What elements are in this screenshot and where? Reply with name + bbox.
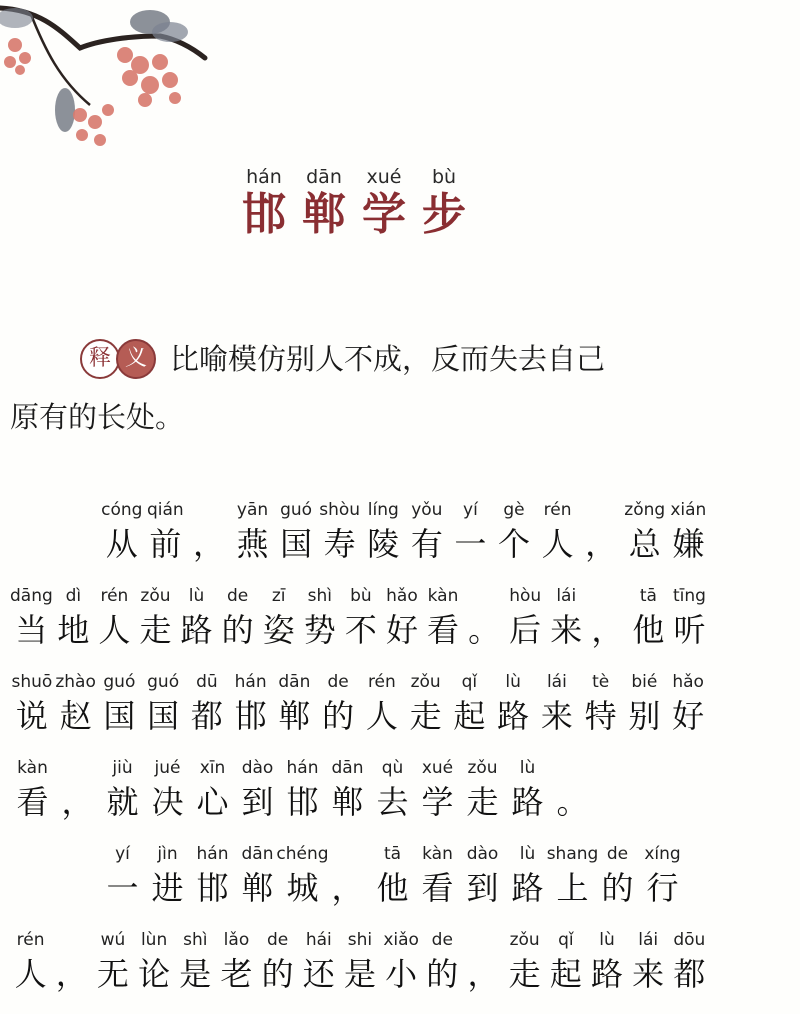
char-cell bbox=[276, 842, 329, 928]
hanzi: 的 bbox=[322, 697, 355, 735]
pinyin: lù bbox=[188, 586, 205, 606]
hanzi: 来 bbox=[632, 955, 665, 993]
char-cell bbox=[145, 842, 190, 928]
pinyin: de bbox=[266, 930, 289, 950]
pinyin: bié bbox=[631, 672, 658, 692]
hanzi: 走 bbox=[139, 611, 172, 649]
title-pinyin: xué bbox=[366, 166, 402, 188]
char-cell bbox=[422, 584, 463, 670]
char-cell bbox=[273, 670, 317, 756]
hanzi: 他 bbox=[376, 869, 409, 907]
pinyin: shang bbox=[546, 844, 599, 864]
char-cell bbox=[370, 842, 415, 928]
hanzi: 特 bbox=[584, 697, 617, 735]
hanzi: 他 bbox=[632, 611, 665, 649]
pinyin: yí bbox=[115, 844, 130, 864]
pinyin: lǎo bbox=[223, 930, 250, 950]
hanzi: 邯 bbox=[196, 869, 229, 907]
char-cell bbox=[546, 584, 587, 670]
pinyin: tīng bbox=[673, 586, 706, 606]
pinyin: cóng bbox=[101, 500, 143, 520]
title-pinyin: dān bbox=[306, 166, 342, 188]
hanzi: 势 bbox=[303, 611, 336, 649]
hanzi: 路 bbox=[511, 869, 544, 907]
char-cell bbox=[340, 584, 381, 670]
pinyin: yǒu bbox=[411, 500, 443, 520]
hanzi: 路 bbox=[180, 611, 213, 649]
hanzi: ， bbox=[591, 611, 624, 649]
char-cell bbox=[415, 756, 460, 842]
hanzi: 就 bbox=[106, 783, 139, 821]
hanzi: 都 bbox=[673, 955, 706, 993]
hanzi: 听 bbox=[673, 611, 706, 649]
pinyin: rén bbox=[367, 672, 396, 692]
hanzi: 有 bbox=[410, 525, 443, 563]
char-cell bbox=[141, 670, 185, 756]
char-cell bbox=[422, 928, 463, 1014]
flowering-branch-illustration bbox=[0, 0, 230, 165]
badge-char-2: 义 bbox=[116, 339, 156, 379]
meaning-line-2: 原有的长处。 bbox=[10, 400, 185, 434]
pinyin: yí bbox=[463, 500, 478, 520]
hanzi: 走 bbox=[409, 697, 442, 735]
pinyin: shòu bbox=[319, 500, 361, 520]
pinyin: guó bbox=[147, 672, 180, 692]
pinyin: guó bbox=[280, 500, 313, 520]
char-cell bbox=[187, 498, 231, 584]
char-cell bbox=[492, 498, 536, 584]
pinyin: dāng bbox=[10, 586, 53, 606]
pinyin: dū bbox=[196, 672, 218, 692]
passage-line bbox=[10, 498, 710, 584]
char-cell bbox=[176, 584, 217, 670]
hanzi: 小 bbox=[385, 955, 418, 993]
char-cell bbox=[53, 584, 94, 670]
title-hanzi: 步 bbox=[422, 189, 466, 240]
pinyin: tè bbox=[592, 672, 610, 692]
char-cell bbox=[55, 756, 100, 842]
hanzi: 还 bbox=[302, 955, 335, 993]
title-pinyin: hán bbox=[246, 166, 282, 188]
hanzi: 。 bbox=[556, 783, 589, 821]
pinyin: kàn bbox=[427, 586, 459, 606]
pinyin: lù bbox=[519, 844, 536, 864]
hanzi: 郸 bbox=[241, 869, 274, 907]
char-cell bbox=[100, 498, 144, 584]
hanzi: 别 bbox=[628, 697, 661, 735]
hanzi: 后 bbox=[509, 611, 542, 649]
char-cell bbox=[339, 928, 380, 1014]
badge-char-1: 释 bbox=[80, 339, 120, 379]
hanzi: 起 bbox=[549, 955, 582, 993]
char-cell bbox=[144, 498, 188, 584]
char-cell bbox=[175, 928, 216, 1014]
char-cell bbox=[92, 928, 133, 1014]
pinyin: xián bbox=[670, 500, 707, 520]
char-cell bbox=[586, 928, 627, 1014]
hanzi: 人 bbox=[14, 955, 47, 993]
pinyin: kàn bbox=[422, 844, 453, 864]
hanzi: 老 bbox=[220, 955, 253, 993]
pinyin: de bbox=[227, 586, 249, 606]
pinyin: zǒu bbox=[509, 930, 540, 950]
hanzi: 不 bbox=[344, 611, 377, 649]
passage-line bbox=[10, 756, 710, 842]
hanzi: 看 bbox=[421, 869, 454, 907]
pinyin: zī bbox=[271, 586, 286, 606]
pinyin: xīn bbox=[199, 758, 226, 778]
char-cell bbox=[640, 842, 685, 928]
pinyin: qù bbox=[381, 758, 404, 778]
char-cell bbox=[54, 670, 98, 756]
pinyin: lù bbox=[505, 672, 521, 692]
hanzi: 一 bbox=[106, 869, 139, 907]
pinyin: de bbox=[431, 930, 453, 950]
char-cell bbox=[325, 756, 370, 842]
char-cell bbox=[94, 584, 135, 670]
hanzi: 个 bbox=[497, 525, 530, 563]
pinyin: hǎo bbox=[672, 672, 704, 692]
hanzi: 的 bbox=[601, 869, 634, 907]
hanzi: 人 bbox=[365, 697, 398, 735]
char-cell bbox=[135, 584, 176, 670]
char-cell bbox=[10, 756, 55, 842]
pinyin: xiǎo bbox=[383, 930, 419, 950]
pinyin: chéng bbox=[276, 844, 329, 864]
pinyin: bù bbox=[350, 586, 372, 606]
char-cell bbox=[257, 928, 298, 1014]
hanzi: 都 bbox=[190, 697, 223, 735]
pinyin: dì bbox=[65, 586, 82, 606]
title-char bbox=[358, 165, 410, 241]
char-cell bbox=[381, 928, 422, 1014]
pinyin: shuō bbox=[11, 672, 53, 692]
char-cell bbox=[10, 928, 51, 1014]
pinyin: zǒu bbox=[140, 586, 171, 606]
hanzi: 看 bbox=[16, 783, 49, 821]
pinyin: rén bbox=[543, 500, 572, 520]
char-cell bbox=[546, 842, 599, 928]
char-cell bbox=[381, 584, 422, 670]
pinyin: lái bbox=[556, 586, 577, 606]
char-cell bbox=[404, 670, 448, 756]
hanzi: 到 bbox=[466, 869, 499, 907]
char-cell bbox=[274, 498, 318, 584]
hanzi: 邯 bbox=[234, 697, 267, 735]
hanzi: 学 bbox=[421, 783, 454, 821]
char-cell bbox=[299, 584, 340, 670]
char-cell bbox=[669, 928, 710, 1014]
char-cell bbox=[623, 670, 667, 756]
char-cell bbox=[316, 670, 360, 756]
char-cell bbox=[550, 756, 595, 842]
hanzi: 寿 bbox=[323, 525, 356, 563]
char-cell bbox=[217, 584, 258, 670]
char-cell bbox=[10, 670, 54, 756]
char-cell bbox=[216, 928, 257, 1014]
char-cell bbox=[535, 670, 579, 756]
title-hanzi: 郸 bbox=[302, 189, 346, 240]
pinyin: lái bbox=[638, 930, 659, 950]
char-cell bbox=[505, 756, 550, 842]
hanzi: 走 bbox=[508, 955, 541, 993]
title-char bbox=[418, 165, 470, 241]
hanzi: 嫌 bbox=[672, 525, 705, 563]
pinyin: rén bbox=[16, 930, 45, 950]
hanzi: 赵 bbox=[59, 697, 92, 735]
pinyin: kàn bbox=[17, 758, 48, 778]
passage-line bbox=[10, 584, 710, 670]
pinyin: rén bbox=[100, 586, 129, 606]
pinyin: hái bbox=[305, 930, 332, 950]
hanzi: 是 bbox=[343, 955, 376, 993]
hanzi: 地 bbox=[57, 611, 90, 649]
hanzi: 郸 bbox=[278, 697, 311, 735]
char-cell bbox=[370, 756, 415, 842]
pinyin: hán bbox=[196, 844, 229, 864]
pinyin: hán bbox=[234, 672, 267, 692]
hanzi: 邯 bbox=[286, 783, 319, 821]
hanzi: 去 bbox=[376, 783, 409, 821]
hanzi: ， bbox=[467, 955, 500, 993]
hanzi: 决 bbox=[151, 783, 184, 821]
hanzi: 人 bbox=[541, 525, 574, 563]
pinyin: dān bbox=[331, 758, 364, 778]
char-cell bbox=[258, 584, 299, 670]
pinyin: qǐ bbox=[558, 930, 574, 950]
pinyin: zhào bbox=[55, 672, 96, 692]
hanzi: 的 bbox=[426, 955, 459, 993]
char-cell bbox=[405, 498, 449, 584]
hanzi: ， bbox=[585, 525, 618, 563]
pinyin: wú bbox=[100, 930, 126, 950]
char-cell bbox=[415, 842, 460, 928]
hanzi: 好 bbox=[385, 611, 418, 649]
hanzi: 无 bbox=[96, 955, 129, 993]
hanzi: ， bbox=[331, 869, 364, 907]
hanzi: 城 bbox=[286, 869, 319, 907]
char-cell bbox=[100, 756, 145, 842]
hanzi: 从 bbox=[105, 525, 138, 563]
hanzi: 人 bbox=[98, 611, 131, 649]
char-cell bbox=[100, 842, 145, 928]
pinyin: zǒng bbox=[624, 500, 666, 520]
hanzi: 的 bbox=[221, 611, 254, 649]
title-char bbox=[298, 165, 350, 241]
hanzi: 国 bbox=[103, 697, 136, 735]
hanzi: ， bbox=[192, 525, 225, 563]
hanzi: 当 bbox=[15, 611, 48, 649]
hanzi: 的 bbox=[261, 955, 294, 993]
pinyin: hǎo bbox=[386, 586, 418, 606]
pinyin: jiù bbox=[112, 758, 133, 778]
char-cell bbox=[536, 498, 580, 584]
hanzi: 姿 bbox=[262, 611, 295, 649]
char-cell bbox=[667, 498, 711, 584]
title-hanzi: 学 bbox=[362, 189, 406, 240]
hanzi: 说 bbox=[15, 697, 48, 735]
char-cell bbox=[545, 928, 586, 1014]
hanzi: 行 bbox=[646, 869, 679, 907]
hanzi: 好 bbox=[672, 697, 705, 735]
pinyin: zǒu bbox=[467, 758, 498, 778]
pinyin: qǐ bbox=[461, 672, 478, 692]
pinyin: jìn bbox=[157, 844, 178, 864]
char-cell bbox=[449, 498, 493, 584]
hanzi: 前 bbox=[149, 525, 182, 563]
char-cell bbox=[361, 498, 405, 584]
hanzi: 一 bbox=[454, 525, 487, 563]
hanzi: ， bbox=[55, 955, 88, 993]
hanzi: 路 bbox=[590, 955, 623, 993]
pinyin: lù bbox=[599, 930, 615, 950]
hanzi: 到 bbox=[241, 783, 274, 821]
title-pinyin: bù bbox=[431, 166, 457, 188]
char-cell bbox=[505, 842, 550, 928]
hanzi: 国 bbox=[147, 697, 180, 735]
char-cell bbox=[325, 842, 370, 928]
hanzi: 看 bbox=[427, 611, 460, 649]
char-cell bbox=[628, 928, 669, 1014]
hanzi: 陵 bbox=[367, 525, 400, 563]
pinyin: dào bbox=[241, 758, 274, 778]
pinyin: shi bbox=[347, 930, 373, 950]
char-cell bbox=[595, 842, 640, 928]
char-cell bbox=[185, 670, 229, 756]
char-cell bbox=[190, 756, 235, 842]
pinyin: lái bbox=[546, 672, 567, 692]
hanzi: 路 bbox=[497, 697, 530, 735]
pinyin: guó bbox=[103, 672, 136, 692]
pinyin: xué bbox=[421, 758, 454, 778]
hanzi: 上 bbox=[556, 869, 589, 907]
pinyin: dōu bbox=[673, 930, 706, 950]
pinyin: tā bbox=[639, 586, 657, 606]
story-passage bbox=[10, 498, 710, 1014]
hanzi: 起 bbox=[453, 697, 486, 735]
char-cell bbox=[579, 498, 623, 584]
pinyin: shì bbox=[183, 930, 208, 950]
hanzi: 进 bbox=[151, 869, 184, 907]
pinyin: xíng bbox=[644, 844, 681, 864]
passage-line bbox=[10, 670, 710, 756]
char-cell bbox=[464, 584, 505, 670]
pinyin: gè bbox=[503, 500, 525, 520]
pinyin: dào bbox=[466, 844, 499, 864]
hanzi: ， bbox=[61, 783, 94, 821]
char-cell bbox=[448, 670, 492, 756]
hanzi: 是 bbox=[179, 955, 212, 993]
char-cell bbox=[460, 842, 505, 928]
pinyin: de bbox=[606, 844, 629, 864]
pinyin: shì bbox=[307, 586, 332, 606]
char-cell bbox=[98, 670, 142, 756]
hanzi: 。 bbox=[468, 611, 501, 649]
char-cell bbox=[145, 756, 190, 842]
char-cell bbox=[623, 498, 667, 584]
char-cell bbox=[463, 928, 504, 1014]
char-cell bbox=[587, 584, 628, 670]
char-cell bbox=[51, 928, 92, 1014]
page-title bbox=[238, 165, 478, 241]
char-cell bbox=[10, 584, 53, 670]
hanzi: 郸 bbox=[331, 783, 364, 821]
passage-line bbox=[10, 928, 710, 1014]
char-cell bbox=[190, 842, 235, 928]
char-cell bbox=[628, 584, 669, 670]
meaning-line-1: 比喻模仿别人不成，反而失去自己 bbox=[170, 342, 606, 376]
meaning-badge bbox=[80, 339, 156, 379]
hanzi: 走 bbox=[466, 783, 499, 821]
char-cell bbox=[298, 928, 339, 1014]
char-cell bbox=[134, 928, 175, 1014]
pinyin: tā bbox=[383, 844, 402, 864]
pinyin: qián bbox=[147, 500, 184, 520]
char-cell bbox=[504, 928, 545, 1014]
hanzi: 国 bbox=[280, 525, 313, 563]
pinyin: dān bbox=[278, 672, 311, 692]
char-cell bbox=[360, 670, 404, 756]
char-cell bbox=[318, 498, 362, 584]
idiom-meaning bbox=[10, 330, 730, 446]
char-cell bbox=[231, 498, 275, 584]
hanzi: 心 bbox=[196, 783, 229, 821]
char-cell bbox=[229, 670, 273, 756]
pinyin: hán bbox=[286, 758, 319, 778]
char-cell bbox=[666, 670, 710, 756]
pinyin: lùn bbox=[140, 930, 168, 950]
pinyin: zǒu bbox=[410, 672, 441, 692]
passage-line bbox=[10, 842, 710, 928]
char-cell bbox=[579, 670, 623, 756]
pinyin: de bbox=[327, 672, 349, 692]
title-hanzi: 邯 bbox=[242, 189, 286, 240]
pinyin: yān bbox=[236, 500, 269, 520]
hanzi: 总 bbox=[628, 525, 661, 563]
hanzi: 来 bbox=[550, 611, 583, 649]
title-char bbox=[238, 165, 290, 241]
pinyin: jué bbox=[154, 758, 181, 778]
char-cell bbox=[235, 842, 280, 928]
char-cell bbox=[280, 756, 325, 842]
hanzi: 路 bbox=[511, 783, 544, 821]
char-cell bbox=[669, 584, 710, 670]
char-cell bbox=[491, 670, 535, 756]
char-cell bbox=[505, 584, 546, 670]
pinyin: dān bbox=[241, 844, 274, 864]
char-cell bbox=[235, 756, 280, 842]
hanzi: 来 bbox=[540, 697, 573, 735]
pinyin: líng bbox=[367, 500, 399, 520]
pinyin: hòu bbox=[509, 586, 542, 606]
char-cell bbox=[460, 756, 505, 842]
hanzi: 论 bbox=[138, 955, 171, 993]
pinyin: lù bbox=[519, 758, 536, 778]
hanzi: 燕 bbox=[236, 525, 269, 563]
